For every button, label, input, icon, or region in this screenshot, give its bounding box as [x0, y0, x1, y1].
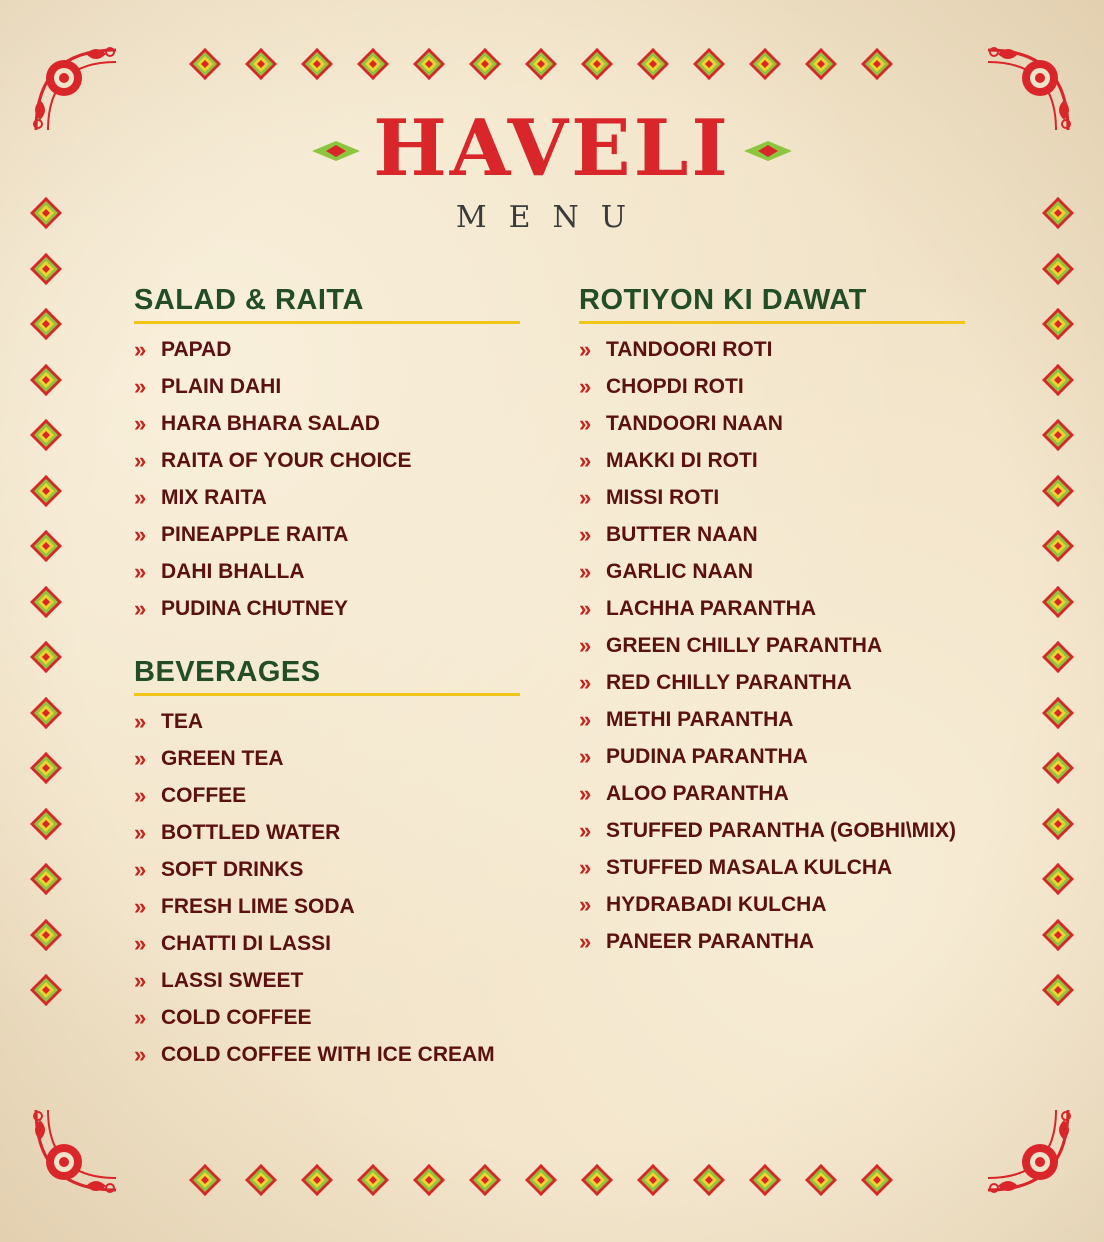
diamond-motif-icon: [1041, 973, 1075, 1007]
diamond-motif-icon: [29, 918, 63, 952]
diamond-motif-icon: [1041, 363, 1075, 397]
diamond-motif-icon: [748, 47, 782, 81]
menu-item: [579, 671, 965, 708]
double-chevron-right-icon: »: [579, 781, 592, 806]
menu-item-label: COLD COFFEE: [161, 1006, 312, 1029]
menu-item: [579, 375, 965, 412]
diamond-motif-icon: [580, 47, 614, 81]
diamond-motif-icon: [188, 1163, 222, 1197]
menu-item-label: CHOPDI ROTI: [606, 375, 744, 398]
diamond-motif-icon: [29, 640, 63, 674]
menu-item-label: MIX RAITA: [161, 486, 267, 509]
menu-item: [134, 1043, 520, 1080]
menu-item: [134, 969, 520, 1006]
diamond-motif-icon: [1041, 529, 1075, 563]
diamond-motif-icon: [29, 252, 63, 286]
double-chevron-right-icon: »: [134, 968, 147, 993]
menu-item-label: RAITA OF YOUR CHOICE: [161, 449, 412, 472]
diamond-motif-icon: [29, 862, 63, 896]
double-chevron-right-icon: »: [134, 783, 147, 808]
diamond-motif-icon: [188, 47, 222, 81]
menu-item: [134, 486, 520, 523]
menu-item: [134, 710, 520, 747]
double-chevron-right-icon: »: [134, 1005, 147, 1030]
diamond-motif-icon: [29, 474, 63, 508]
diamond-motif-icon: [29, 973, 63, 1007]
double-chevron-right-icon: »: [579, 929, 592, 954]
menu-item-label: PLAIN DAHI: [161, 375, 282, 398]
diamond-motif-icon: [29, 529, 63, 563]
double-chevron-right-icon: »: [579, 744, 592, 769]
double-chevron-right-icon: »: [134, 374, 147, 399]
section-beverages: [134, 656, 520, 1080]
double-chevron-right-icon: »: [134, 411, 147, 436]
diamond-motif-icon: [1041, 307, 1075, 341]
menu-item: [579, 412, 965, 449]
menu-item-label: TANDOORI NAAN: [606, 412, 783, 435]
diamond-motif-icon: [1041, 751, 1075, 785]
double-chevron-right-icon: »: [579, 485, 592, 510]
item-list: [134, 338, 520, 634]
menu-item: [579, 560, 965, 597]
menu-item-label: TEA: [161, 710, 203, 733]
double-chevron-right-icon: »: [579, 855, 592, 880]
menu-item: [134, 560, 520, 597]
double-chevron-right-icon: »: [134, 559, 147, 584]
diamond-motif-icon: [29, 807, 63, 841]
menu-item-label: GARLIC NAAN: [606, 560, 753, 583]
menu-item: [134, 858, 520, 895]
diamond-motif-icon: [1041, 474, 1075, 508]
double-chevron-right-icon: »: [579, 559, 592, 584]
menu-item-label: BUTTER NAAN: [606, 523, 758, 546]
menu-item-label: MISSI ROTI: [606, 486, 720, 509]
menu-item-label: BOTTLED WATER: [161, 821, 341, 844]
menu-item-label: FRESH LIME SODA: [161, 895, 355, 918]
title-right-ornament-icon: [744, 140, 792, 162]
menu-item-label: METHI PARANTHA: [606, 708, 794, 731]
menu-item-label: MAKKI DI ROTI: [606, 449, 758, 472]
double-chevron-right-icon: »: [134, 522, 147, 547]
diamond-motif-icon: [524, 47, 558, 81]
diamond-motif-icon: [412, 1163, 446, 1197]
diamond-motif-icon: [29, 585, 63, 619]
menu-item: [134, 895, 520, 932]
menu-item-label: SOFT DRINKS: [161, 858, 304, 881]
menu-item: [134, 338, 520, 375]
diamond-motif-icon: [636, 1163, 670, 1197]
section-rotiyon-ki-dawat: [579, 284, 965, 967]
diamond-motif-icon: [580, 1163, 614, 1197]
menu-item: [579, 634, 965, 671]
diamond-motif-icon: [804, 47, 838, 81]
menu-item-label: GREEN TEA: [161, 747, 284, 770]
menu-item-label: STUFFED MASALA KULCHA: [606, 856, 893, 879]
section-title: ROTIYON KI DAWAT: [579, 284, 965, 324]
diamond-motif-icon: [1041, 252, 1075, 286]
menu-item: [579, 745, 965, 782]
menu-item-label: STUFFED PARANTHA (GOBHI\MIX): [606, 819, 956, 842]
double-chevron-right-icon: »: [134, 931, 147, 956]
double-chevron-right-icon: »: [579, 448, 592, 473]
double-chevron-right-icon: »: [579, 374, 592, 399]
item-list: [579, 338, 965, 967]
double-chevron-right-icon: »: [579, 892, 592, 917]
menu-item: [134, 523, 520, 560]
menu-item: [134, 932, 520, 969]
menu-item: [579, 449, 965, 486]
diamond-motif-icon: [29, 418, 63, 452]
title-left-ornament-icon: [312, 140, 360, 162]
menu-item-label: GREEN CHILLY PARANTHA: [606, 634, 883, 657]
menu-item: [134, 449, 520, 486]
diamond-motif-icon: [244, 47, 278, 81]
menu-subtitle: MENU: [455, 200, 649, 235]
diamond-motif-icon: [29, 363, 63, 397]
diamond-motif-icon: [356, 47, 390, 81]
menu-item-label: LASSI SWEET: [161, 969, 304, 992]
floral-corner-icon: [26, 1100, 126, 1200]
menu-item: [579, 930, 965, 967]
double-chevron-right-icon: »: [579, 818, 592, 843]
diamond-motif-icon: [748, 1163, 782, 1197]
menu-item-label: HARA BHARA SALAD: [161, 412, 380, 435]
floral-corner-icon: [978, 1100, 1078, 1200]
menu-item-label: DAHI BHALLA: [161, 560, 305, 583]
menu-item: [134, 375, 520, 412]
diamond-motif-icon: [1041, 696, 1075, 730]
diamond-motif-icon: [1041, 418, 1075, 452]
menu-item: [134, 597, 520, 634]
menu-item: [579, 893, 965, 930]
diamond-motif-icon: [692, 1163, 726, 1197]
menu-item: [579, 856, 965, 893]
menu-item-label: HYDRABADI KULCHA: [606, 893, 827, 916]
menu-item-label: PANEER PARANTHA: [606, 930, 815, 953]
double-chevron-right-icon: »: [134, 746, 147, 771]
menu-item: [134, 412, 520, 449]
menu-item: [579, 782, 965, 819]
double-chevron-right-icon: »: [579, 670, 592, 695]
menu-item: [134, 1006, 520, 1043]
menu-item: [134, 747, 520, 784]
diamond-motif-icon: [860, 47, 894, 81]
menu-item-label: PAPAD: [161, 338, 232, 361]
double-chevron-right-icon: »: [134, 820, 147, 845]
menu-item: [134, 821, 520, 858]
menu-item: [579, 819, 965, 856]
diamond-motif-icon: [524, 1163, 558, 1197]
section-title: BEVERAGES: [134, 656, 520, 696]
double-chevron-right-icon: »: [134, 485, 147, 510]
diamond-motif-icon: [804, 1163, 838, 1197]
menu-item: [134, 784, 520, 821]
diamond-motif-icon: [29, 307, 63, 341]
diamond-motif-icon: [468, 1163, 502, 1197]
double-chevron-right-icon: »: [579, 633, 592, 658]
menu-item-label: PINEAPPLE RAITA: [161, 523, 349, 546]
double-chevron-right-icon: »: [134, 894, 147, 919]
diamond-motif-icon: [300, 1163, 334, 1197]
diamond-motif-icon: [300, 47, 334, 81]
double-chevron-right-icon: »: [579, 707, 592, 732]
menu-item-label: COLD COFFEE WITH ICE CREAM: [161, 1043, 495, 1066]
title-block: [0, 103, 1104, 194]
item-list: [134, 710, 520, 1080]
diamond-motif-icon: [412, 47, 446, 81]
menu-item: [579, 597, 965, 634]
diamond-motif-icon: [1041, 862, 1075, 896]
menu-item-label: PUDINA CHUTNEY: [161, 597, 349, 620]
diamond-motif-icon: [356, 1163, 390, 1197]
menu-item-label: ALOO PARANTHA: [606, 782, 789, 805]
double-chevron-right-icon: »: [579, 337, 592, 362]
diamond-motif-icon: [860, 1163, 894, 1197]
menu-item-label: CHATTI DI LASSI: [161, 932, 331, 955]
menu-item-label: LACHHA PARANTHA: [606, 597, 816, 620]
diamond-motif-icon: [29, 696, 63, 730]
double-chevron-right-icon: »: [134, 709, 147, 734]
diamond-motif-icon: [468, 47, 502, 81]
diamond-motif-icon: [244, 1163, 278, 1197]
diamond-motif-icon: [692, 47, 726, 81]
diamond-motif-icon: [1041, 807, 1075, 841]
section-title: SALAD & RAITA: [134, 284, 520, 324]
menu-item: [579, 486, 965, 523]
double-chevron-right-icon: »: [134, 1042, 147, 1067]
double-chevron-right-icon: »: [579, 522, 592, 547]
double-chevron-right-icon: »: [134, 596, 147, 621]
double-chevron-right-icon: »: [579, 411, 592, 436]
diamond-motif-icon: [636, 47, 670, 81]
section-salad-raita: [134, 284, 520, 634]
restaurant-title: HAVELI: [373, 103, 731, 194]
menu-item-label: RED CHILLY PARANTHA: [606, 671, 852, 694]
diamond-motif-icon: [29, 751, 63, 785]
double-chevron-right-icon: »: [579, 596, 592, 621]
double-chevron-right-icon: »: [134, 337, 147, 362]
menu-item-label: PUDINA PARANTHA: [606, 745, 808, 768]
menu-item-label: COFFEE: [161, 784, 247, 807]
menu-item: [579, 708, 965, 745]
menu-item: [579, 338, 965, 375]
menu-item: [579, 523, 965, 560]
diamond-motif-icon: [1041, 918, 1075, 952]
diamond-motif-icon: [1041, 640, 1075, 674]
double-chevron-right-icon: »: [134, 857, 147, 882]
menu-item-label: TANDOORI ROTI: [606, 338, 773, 361]
double-chevron-right-icon: »: [134, 448, 147, 473]
diamond-motif-icon: [1041, 585, 1075, 619]
